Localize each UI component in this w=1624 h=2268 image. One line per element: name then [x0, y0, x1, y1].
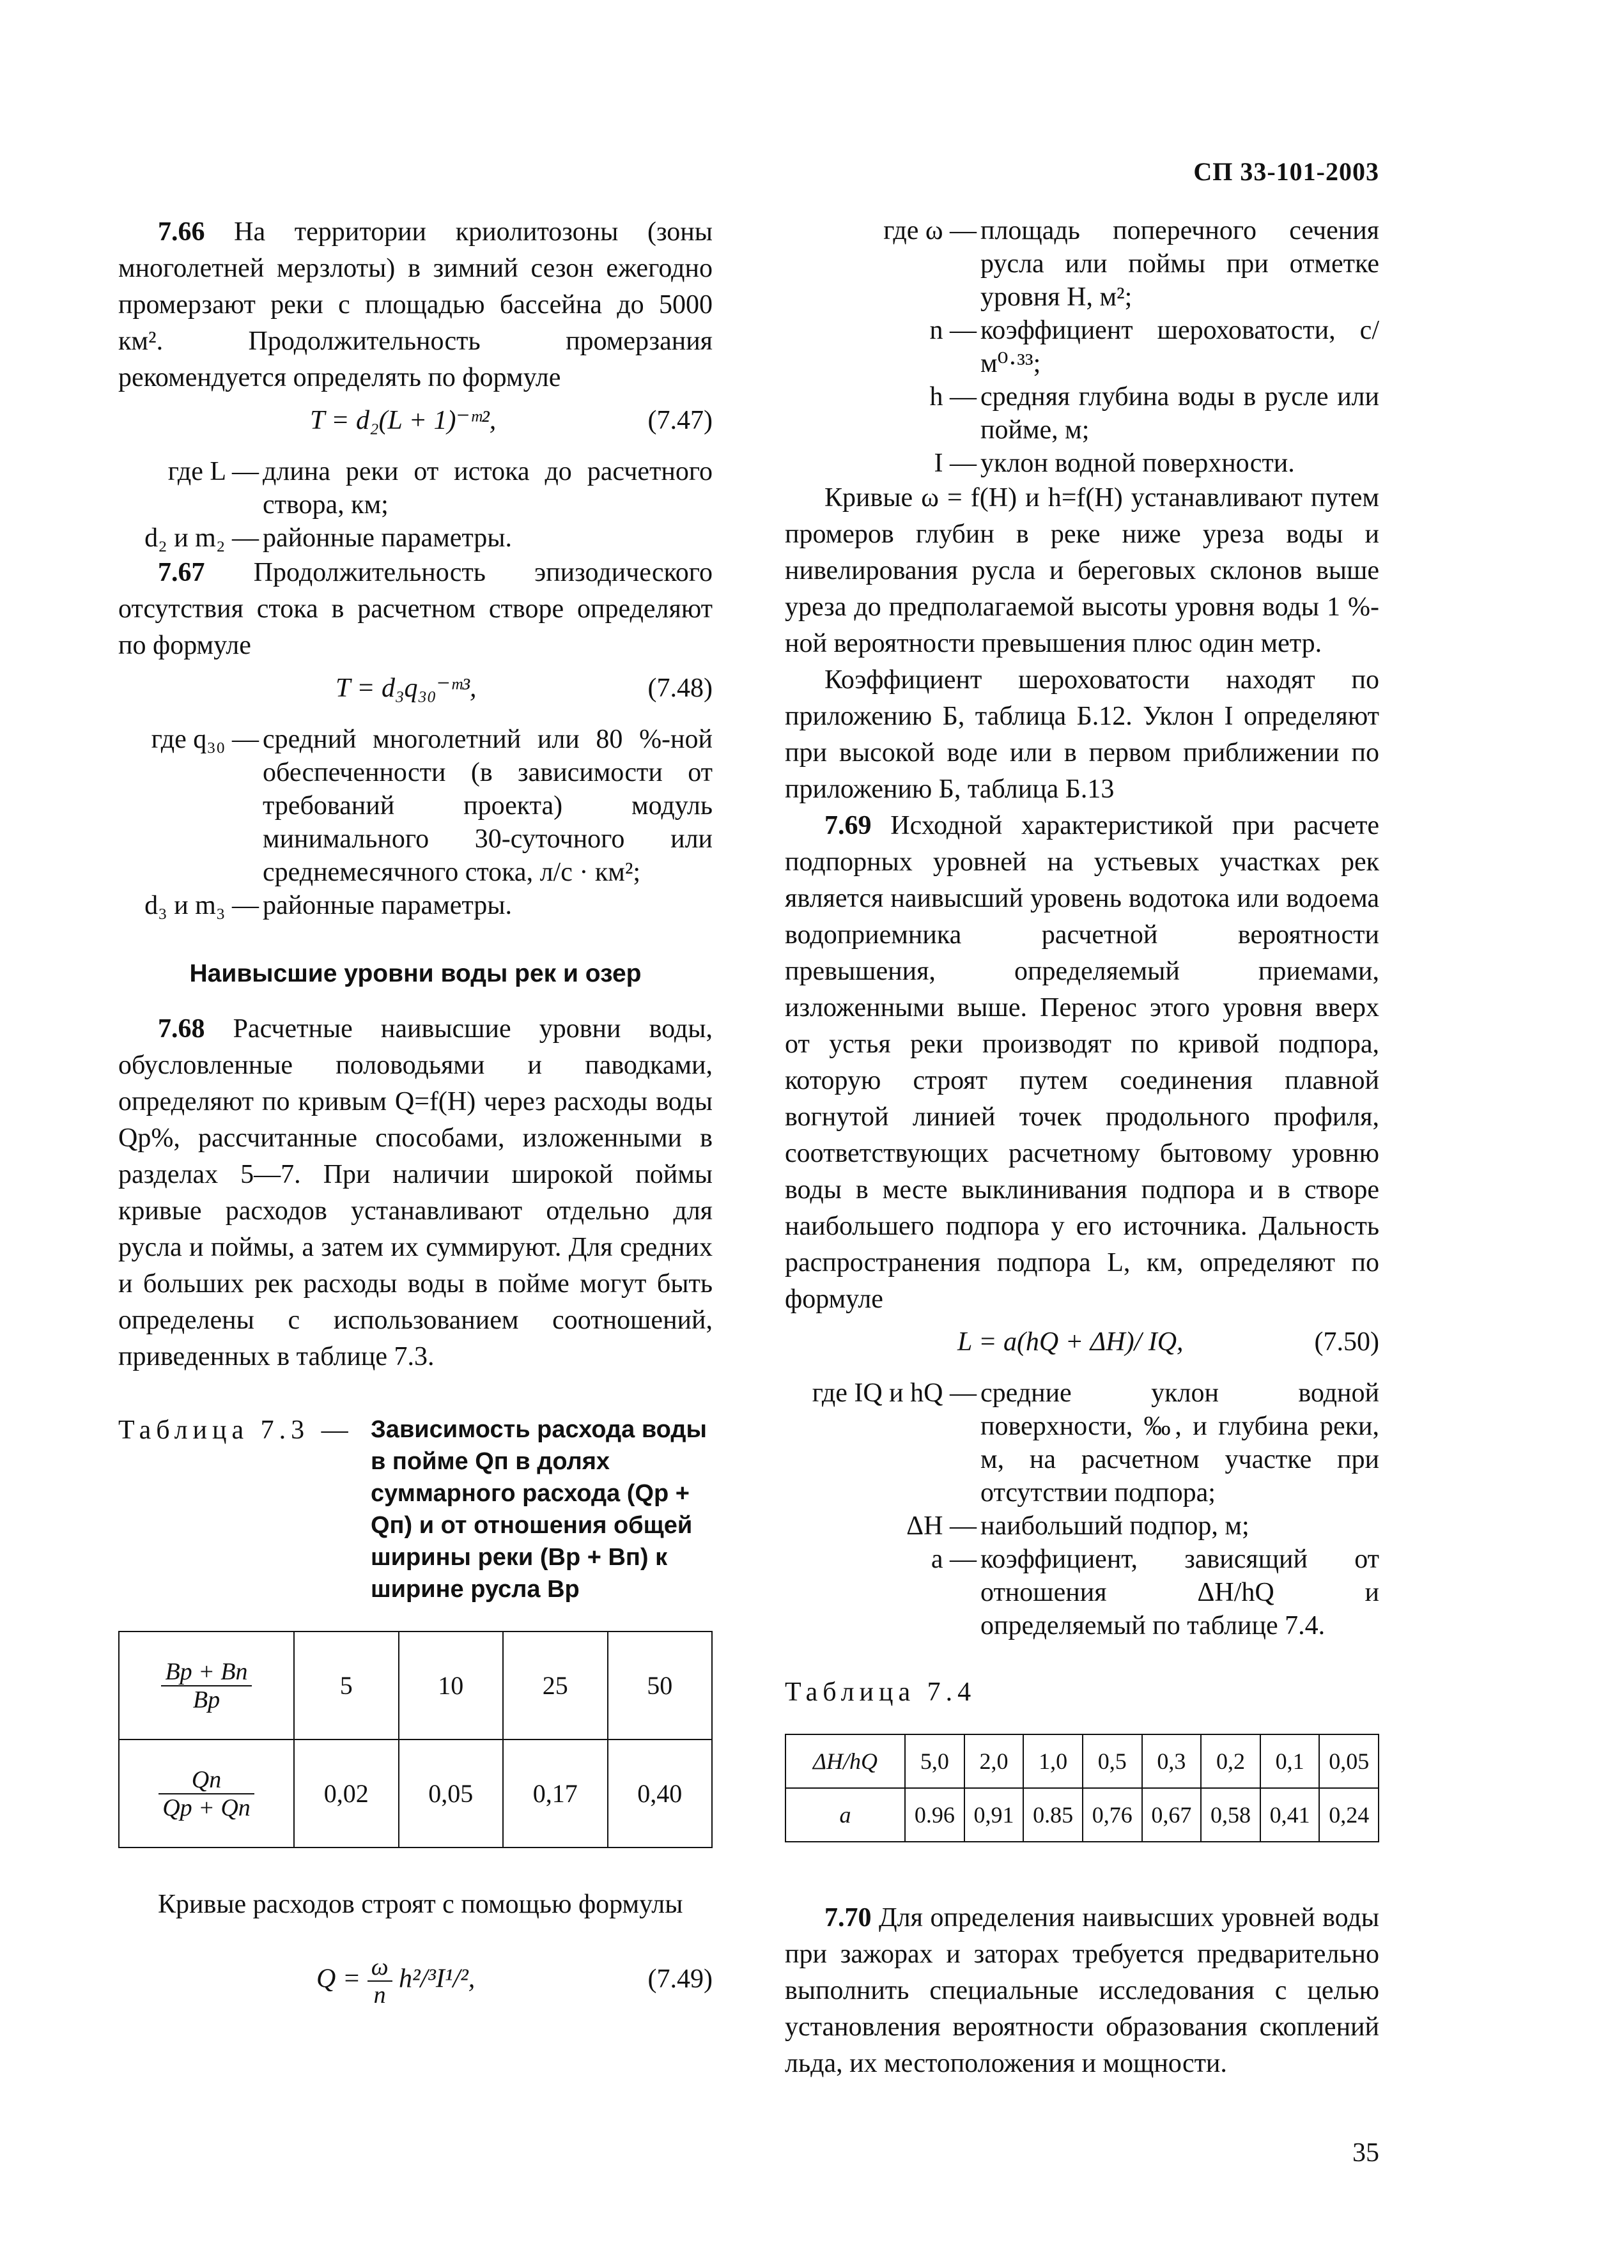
definitions-7-47 — [118, 455, 713, 555]
fraction-numerator: Bр + Bп — [161, 1658, 251, 1686]
table-cell: 0.85 — [1023, 1788, 1083, 1842]
definition-row — [785, 447, 1379, 480]
document-code: СП 33-101-2003 — [1193, 157, 1379, 186]
table-cell: 0,17 — [503, 1740, 608, 1848]
fraction-numerator: ω — [367, 1954, 392, 1982]
left-column — [118, 214, 713, 2020]
table-cell: 0,58 — [1201, 1788, 1260, 1842]
definition-term: d₂ и m₂ — — [144, 523, 259, 553]
definitions-7-50 — [785, 1377, 1379, 1642]
fraction-numerator: Qп — [159, 1766, 254, 1794]
paragraph-7-66 — [118, 214, 713, 396]
table-cell: 5,0 — [905, 1734, 964, 1788]
fraction-denominator: n — [373, 1982, 386, 2009]
definition-text: средняя глубина воды в русле или пойме, м; — [980, 382, 1379, 445]
formula-expression: L = a(hQ + ΔH)/ IQ, — [957, 1327, 1184, 1357]
table-cell: 0,76 — [1083, 1788, 1142, 1842]
table-cell: 0,5 — [1083, 1734, 1142, 1788]
table-7-4 — [785, 1734, 1379, 1842]
definition-row — [785, 1543, 1379, 1642]
table-cell: 1,0 — [1023, 1734, 1083, 1788]
table-cell: 0.96 — [905, 1788, 964, 1842]
definition-text: наибольший подпор, м; — [980, 1511, 1249, 1541]
table-7-4-label: Таблица 7.4 — [785, 1678, 977, 1707]
table-cell: 50 — [608, 1632, 713, 1740]
formula-7-50 — [785, 1324, 1379, 1369]
section-heading: Наивысшие уровни воды рек и озер — [189, 960, 642, 987]
paragraph-text: Исходной характеристикой при расчете подпорных уровней на устьевых участках рек является наивысший уровень водотока или водоема водоприемника расчетной вероятности превышения, определяемый приемами, изложенными выше. Перенос этого уровня вверх от устья реки производят по кривой подпора, которую строят путем соединения плавной вогнутой линией точек продольного профиля, соответствующих расчетному бытовому уровню воды в месте выклинивания подпора и в створе наибольшего подпора у его источника. Дальность распространения подпора L, км, определяют по формуле — [785, 811, 1379, 1314]
table-row — [785, 1734, 1379, 1788]
formula-7-49 — [118, 1948, 713, 2012]
formula-number: (7.50) — [1314, 1327, 1379, 1357]
definition-text: средние уклон водной поверхности, ‰, и глубина реки, м, на расчетном участке при отсутствии подпора; — [980, 1378, 1379, 1508]
table-cell: 0,2 — [1201, 1734, 1260, 1788]
paragraph-text: Расчетные наивысшие уровни воды, обусловленные половодьями и паводками, определяют по кривым Q=f(H) через расходы воды Qр%, рассчитанные способами, изложенными в разделах 5—7. При наличии широкой поймы кривые расходов устанавливают отдельно для русла и поймы, а затем их суммируют. Для средних и больших рек расходы воды в пойме могут быть определены с использованием соотношений, приведенных в таблице 7.3. — [118, 1014, 713, 1371]
definition-term: n — — [929, 316, 977, 345]
definition-text: уклон водной поверхности. — [980, 449, 1295, 478]
formula-expression: T = d₃q₃₀⁻ᵐ³, — [336, 674, 477, 703]
definition-row — [118, 723, 713, 889]
table-cell: 0,02 — [294, 1740, 399, 1848]
clause-number: 7.69 — [824, 811, 872, 840]
table-cell: 0,05 — [1319, 1734, 1379, 1788]
table-7-3 — [118, 1631, 713, 1848]
definition-term: a — — [931, 1545, 977, 1574]
row-header-b-ratio — [119, 1632, 294, 1740]
fraction-denominator: Bр — [192, 1686, 220, 1713]
fraction-denominator: Qр + Qп — [162, 1794, 251, 1821]
formula-rhs: h²/³I¹/², — [399, 1964, 476, 1994]
page-number: 35 — [1352, 2138, 1379, 2168]
paragraph-7-70 — [785, 1900, 1379, 2082]
table-cell: 0,91 — [964, 1788, 1024, 1842]
row-header-q-ratio — [119, 1740, 294, 1848]
definition-term: где L — — [167, 457, 259, 486]
right-column — [785, 214, 1379, 2082]
table-label: Таблица 7.3 — — [118, 1416, 353, 1445]
definition-text: площадь поперечного сечения русла или поймы при отметке уровня H, м²; — [980, 216, 1379, 312]
paragraph-roughness: Коэффициент шероховатости находят по приложению Б, таблица Б.12. Уклон I определяют при высокой воде или в первом приближении по приложению Б, таблица Б.13 — [785, 665, 1379, 804]
definition-text: средний многолетний или 80 %-ной обеспеченности (в зависимости от требований проекта) модуль минимального 30-суточного или среднемесячного стока, л/с · км²; — [263, 725, 713, 887]
paragraph-text: Для определения наивысших уровней воды при зажорах и заторах требуется предварительно выполнить специальные исследования с целью установления вероятности образования скоплений льда, их местоположения и мощности. — [785, 1903, 1379, 2078]
table-cell: 10 — [399, 1632, 504, 1740]
table-7-3-caption — [118, 1414, 713, 1605]
row-header-a: a — [785, 1788, 905, 1842]
definition-row — [118, 455, 713, 521]
formula-7-48 — [118, 670, 713, 715]
table-cell: 0,05 — [399, 1740, 504, 1848]
clause-number: 7.68 — [158, 1014, 205, 1044]
definition-term: где ω — — [883, 216, 977, 245]
formula-number: (7.48) — [647, 674, 713, 703]
definition-row — [785, 214, 1379, 314]
paragraph-curves: Кривые расходов строят с помощью формулы — [158, 1890, 683, 1919]
table-cell: 0,40 — [608, 1740, 713, 1848]
definition-text: районные параметры. — [263, 523, 512, 553]
paragraph-7-68 — [118, 1011, 713, 1375]
definition-term: где IQ и hQ — — [812, 1378, 977, 1408]
table-cell: 5 — [294, 1632, 399, 1740]
clause-number: 7.67 — [158, 558, 205, 587]
definitions-7-48 — [118, 723, 713, 922]
table-cell: 0,41 — [1260, 1788, 1320, 1842]
formula-lhs: Q = — [316, 1964, 361, 1994]
definition-text: районные параметры. — [263, 891, 512, 920]
paragraph-7-67 — [118, 555, 713, 664]
definition-term: h — — [929, 382, 977, 412]
table-cell: 0,3 — [1142, 1734, 1202, 1788]
definition-row — [118, 521, 713, 555]
clause-number: 7.70 — [824, 1903, 872, 1932]
paragraph-text: На территории криолитозоны (зоны многолетней мерзлоты) в зимний сезон ежегодно промерзают реки с площадью бассейна до 5000 км². Продолжительность промерзания рекомендуется определять по формуле — [118, 217, 713, 392]
table-cell: 0,67 — [1142, 1788, 1202, 1842]
definition-row — [785, 314, 1379, 380]
paragraph-7-69 — [785, 808, 1379, 1318]
table-cell: 0,1 — [1260, 1734, 1320, 1788]
formula-number: (7.47) — [647, 406, 713, 435]
formula-7-47 — [118, 403, 713, 447]
table-row — [119, 1632, 712, 1740]
formula-number: (7.49) — [647, 1964, 713, 1994]
table-row — [785, 1788, 1379, 1842]
definition-row — [785, 1509, 1379, 1543]
definition-term: ΔH — — [906, 1511, 977, 1541]
table-row — [119, 1740, 712, 1848]
table-title: Зависимость расхода воды в пойме Qп в долях суммарного расхода (Qр + Qп) и от отношения общей ширины реки (Вр + Вп) к ширине русла Вр — [371, 1416, 707, 1603]
definitions-7-49 — [785, 214, 1379, 480]
definition-term: d₃ и m₃ — — [144, 891, 259, 920]
definition-text: коэффициент, зависящий от отношения ΔH/hQ и определяемый по таблице 7.4. — [980, 1545, 1379, 1640]
formula-expression — [316, 1954, 475, 2009]
definition-row — [118, 889, 713, 922]
table-cell: 2,0 — [964, 1734, 1024, 1788]
table-cell: 0,24 — [1319, 1788, 1379, 1842]
row-header-dh-ratio: ΔH/hQ — [785, 1734, 905, 1788]
paragraph-text: Продолжительность эпизодического отсутствия стока в расчетном створе определяют по формуле — [118, 558, 713, 660]
definition-term: где q₃₀ — — [151, 725, 259, 754]
paragraph-curves-omega: Кривые ω = f(H) и h=f(H) устанавливают путем промеров глубин в реке ниже уреза воды и нивелирования русла и береговых склонов выше уреза до предполагаемой высоты уровня воды 1 %-ной вероятности превышения плюс один метр. — [785, 483, 1379, 658]
clause-number: 7.66 — [158, 217, 205, 247]
formula-expression: T = d₂(L + 1)⁻ᵐ², — [310, 406, 497, 435]
definition-row — [785, 380, 1379, 447]
definition-text: длина реки от истока до расчетного створа, км; — [263, 457, 713, 520]
definition-term: I — — [934, 449, 977, 478]
table-cell: 25 — [503, 1632, 608, 1740]
definition-text: коэффициент шероховатости, с/м⁰·³³; — [980, 316, 1379, 378]
definition-row — [785, 1377, 1379, 1509]
